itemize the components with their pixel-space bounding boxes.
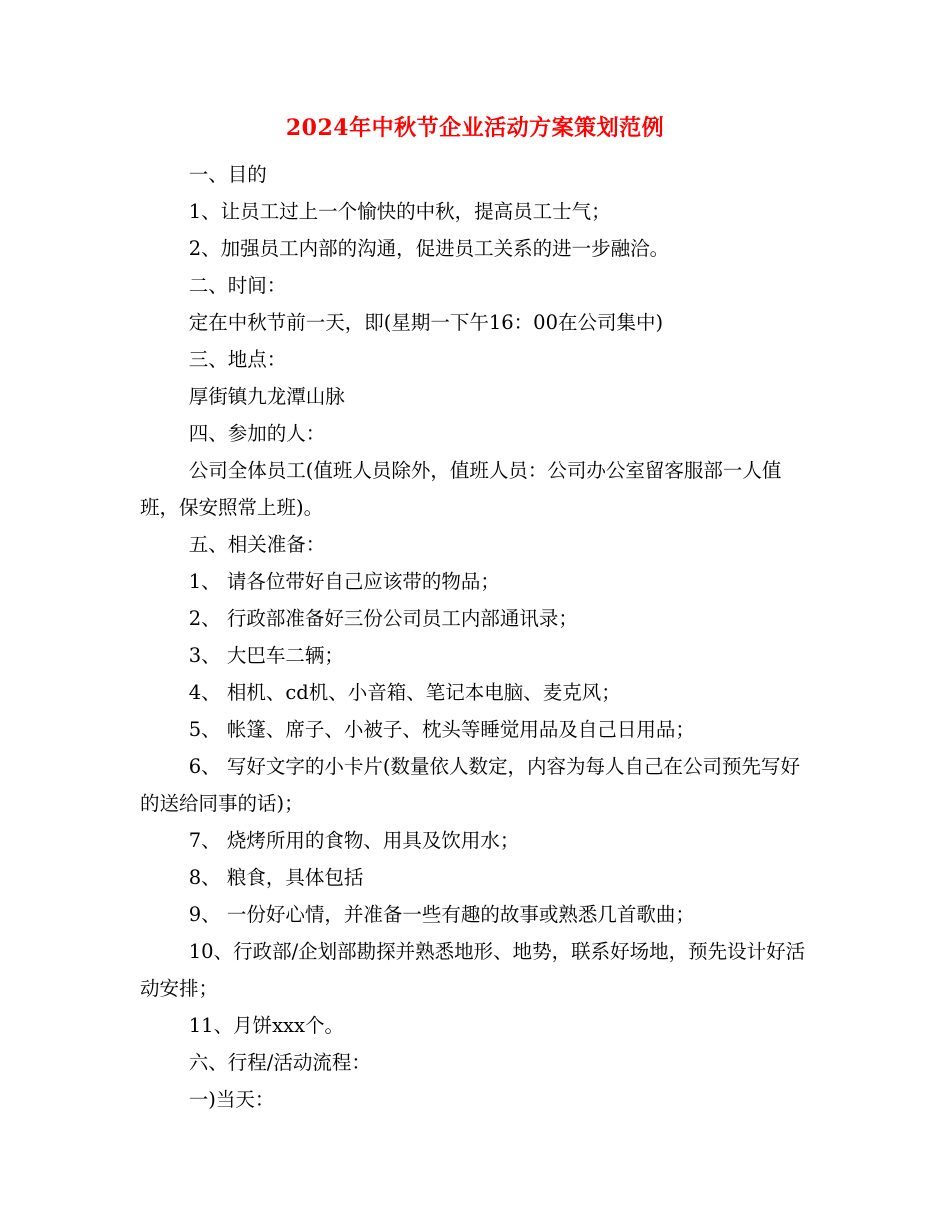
preparation-item-8: 8、 粮食，具体包括	[188, 866, 364, 889]
purpose-item-1: 1、让员工过上一个愉快的中秋，提高员工士气；	[188, 200, 611, 223]
document-title: 2024年中秋节企业活动方案策划范例	[285, 115, 665, 141]
section-heading-location: 三、地点：	[188, 348, 287, 371]
preparation-item-10: 10、行政部/企划部勘探并熟悉地形、地势，联系好场地，预先设计好活动安排；	[140, 940, 806, 1000]
preparation-item-6: 6、 写好文字的小卡片(数量依人数定，内容为每人自己在公司预先写好的送给同事的话)；	[140, 755, 800, 815]
section-heading-participants: 四、参加的人：	[188, 422, 326, 445]
section-heading-preparation: 五、相关准备：	[188, 533, 326, 556]
preparation-item-3: 3、 大巴车二辆；	[188, 644, 344, 667]
document-body	[140, 156, 808, 1118]
section-heading-time: 二、时间：	[188, 274, 287, 297]
purpose-item-2: 2、加强员工内部的沟通，促进员工关系的进一步融洽。	[188, 237, 670, 260]
preparation-item-2: 2、 行政部准备好三份公司员工内部通讯录；	[188, 607, 578, 630]
preparation-item-5: 5、 帐篷、席子、小被子、枕头等睡觉用品及自己日用品；	[188, 718, 695, 741]
preparation-item-11: 11、月饼xxx个。	[188, 1014, 345, 1037]
section-heading-schedule: 六、行程/活动流程：	[188, 1051, 371, 1074]
preparation-item-9: 9、 一份好心情，并准备一些有趣的故事或熟悉几首歌曲；	[188, 903, 695, 926]
schedule-subheading-day: 一)当天：	[188, 1088, 275, 1111]
preparation-item-7: 7、 烧烤所用的食物、用具及饮用水；	[188, 829, 520, 852]
preparation-item-4: 4、 相机、cd机、小音箱、笔记本电脑、麦克风；	[188, 681, 621, 704]
participants-detail: 公司全体员工(值班人员除外，值班人员：公司办公室留客服部一人值班，保安照常上班)。	[140, 459, 782, 519]
preparation-item-1: 1、 请各位带好自己应该带的物品；	[188, 570, 500, 593]
section-heading-purpose: 一、目的	[188, 163, 267, 186]
time-detail: 定在中秋节前一天，即(星期一下午16：00在公司集中)	[188, 311, 664, 334]
location-detail: 厚街镇九龙潭山脉	[188, 385, 345, 408]
